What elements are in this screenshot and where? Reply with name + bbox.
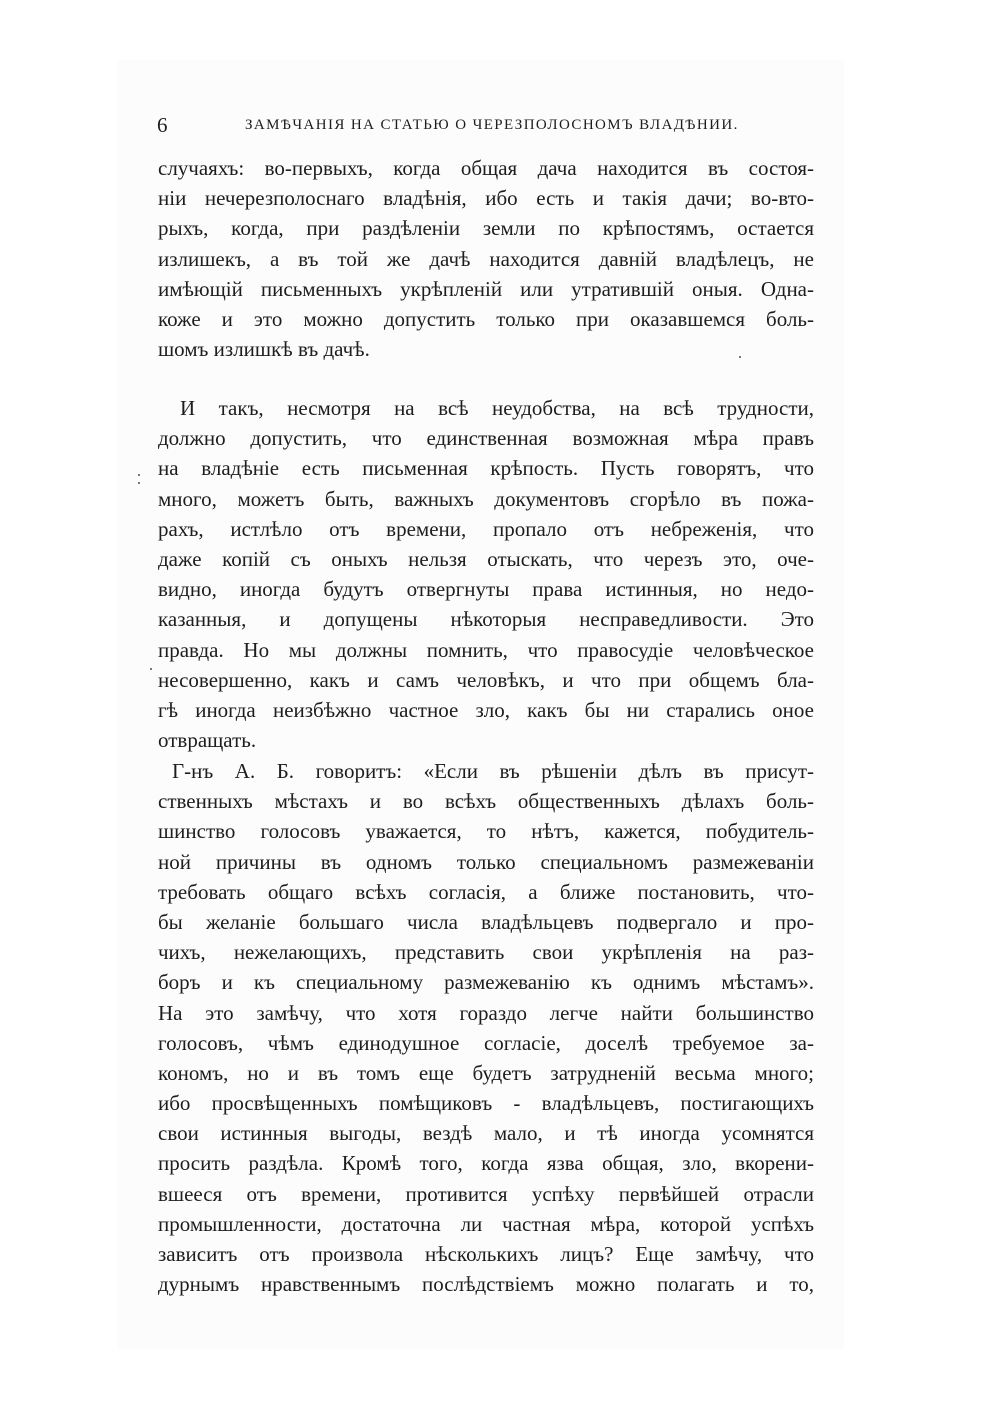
text-line: много, можетъ быть, важныхъ документовъ сгорѣло въ пожа-: [158, 486, 814, 511]
text-line: просить раздѣла. Кромѣ того, когда язва общая, зло, вкорени-: [158, 1151, 814, 1176]
text-line: коже и это можно допустить только при оказавшемся боль-: [158, 306, 814, 331]
text-line: На это замѣчу, что хотя гораздо легче найти большинство: [158, 1000, 814, 1025]
paragraph-2: [158, 393, 814, 755]
text-line: вшееся отъ времени, противится успѣху первѣйшей отрасли: [158, 1181, 814, 1206]
text-line: даже копій съ оныхъ нельзя отыскать, что черезъ это, оче-: [158, 546, 814, 571]
text-line: чихъ, нежелающихъ, представить свои укрѣпленія на раз-: [158, 940, 814, 965]
text-line: требовать общаго всѣхъ согласія, а ближе постановить, что-: [158, 879, 814, 904]
text-line: случаяхъ: во-первыхъ, когда общая дача находится въ состоя-: [158, 156, 814, 180]
text-line: гѣ иногда неизбѣжно частное зло, какъ бы ни старались оное: [158, 697, 814, 722]
text-line: на владѣніе есть письменная крѣпость. Пусть говорятъ, что: [158, 456, 814, 481]
scan-speck: [150, 668, 152, 670]
text-line: имѣющій письменныхъ укрѣпленій или утратившій оныя. Одна-: [158, 276, 814, 301]
text-line: рахъ, истлѣло отъ времени, пропало отъ небреженія, что: [158, 516, 814, 541]
text-line: ибо просвѣщенныхъ помѣщиковъ - владѣльцевъ, постигающихъ: [158, 1091, 814, 1116]
paragraph-3: [158, 756, 814, 1299]
text-line: казанныя, и допущены нѣкоторыя несправедливости. Это: [158, 607, 814, 632]
text-line: промышленности, достаточна ли частная мѣра, которой успѣхъ: [158, 1211, 814, 1236]
text-line: бы желаніе большаго числа владѣльцевъ подвергало и про-: [158, 909, 814, 934]
running-head-title: ЗАМѢЧАНІЯ НА СТАТЬЮ О ЧЕРЕЗПОЛОСНОМЪ ВЛАДѢНИИ.: [245, 117, 739, 133]
text-line: несовершенно, какъ и самъ человѣкъ, и что при общемъ бла-: [158, 667, 814, 692]
running-head: [157, 113, 817, 139]
scan-speck: [138, 482, 140, 484]
page-number: 6: [157, 113, 168, 137]
text-line: кономъ, но и въ томъ еще будетъ затрудненій весьма много;: [158, 1060, 814, 1085]
text-line: рыхъ, когда, при раздѣленіи земли по крѣпостямъ, остается: [158, 216, 814, 241]
text-line: И такъ, несмотря на всѣ неудобства, на всѣ трудности,: [180, 396, 814, 420]
text-line: свои истинныя выгоды, вездѣ мало, и тѣ иногда усомнятся: [158, 1121, 814, 1146]
text-line: ніи нечерезполоснаго владѣнія, ибо есть и такія дачи; во-вто-: [158, 186, 814, 211]
text-line: Г-нъ А. Б. говоритъ: «Если въ рѣшеніи дѣлъ въ присут-: [172, 759, 814, 783]
text-line: боръ и къ специальному размежеванію къ однимъ мѣстамъ».: [158, 970, 814, 995]
text-line: правда. Но мы должны помнить, что правосудіе человѣческое: [158, 637, 814, 662]
paragraph-1: [158, 153, 814, 364]
text-line: зависитъ отъ произвола нѣсколькихъ лицъ? Еще замѣчу, что: [158, 1242, 814, 1266]
scan-speck: [138, 474, 140, 476]
text-line: видно, иногда будутъ отвергнуты права истинныя, но недо-: [158, 577, 814, 602]
text-line: отвращать.: [158, 728, 257, 753]
text-line: шомъ излишкѣ въ дачѣ.: [158, 337, 370, 362]
text-line: ственныхъ мѣстахъ и во всѣхъ общественныхъ дѣлахъ боль-: [158, 789, 814, 814]
text-line: дурнымъ нравственнымъ послѣдствіемъ можно полагать и то,: [158, 1272, 814, 1297]
scan-speck: [739, 356, 741, 358]
text-line: голосовъ, чѣмъ единодушное согласіе, доселѣ требуемое за-: [158, 1030, 814, 1055]
text-line: ной причины въ одномъ только специальномъ размежеваніи: [158, 849, 814, 874]
text-line: должно допустить, что единственная возможная мѣра правъ: [158, 426, 814, 451]
text-line: излишекъ, а въ той же дачѣ находится давній владѣлецъ, не: [158, 246, 814, 271]
text-line: шинство голосовъ уважается, то нѣтъ, кажется, побудитель-: [158, 819, 814, 844]
